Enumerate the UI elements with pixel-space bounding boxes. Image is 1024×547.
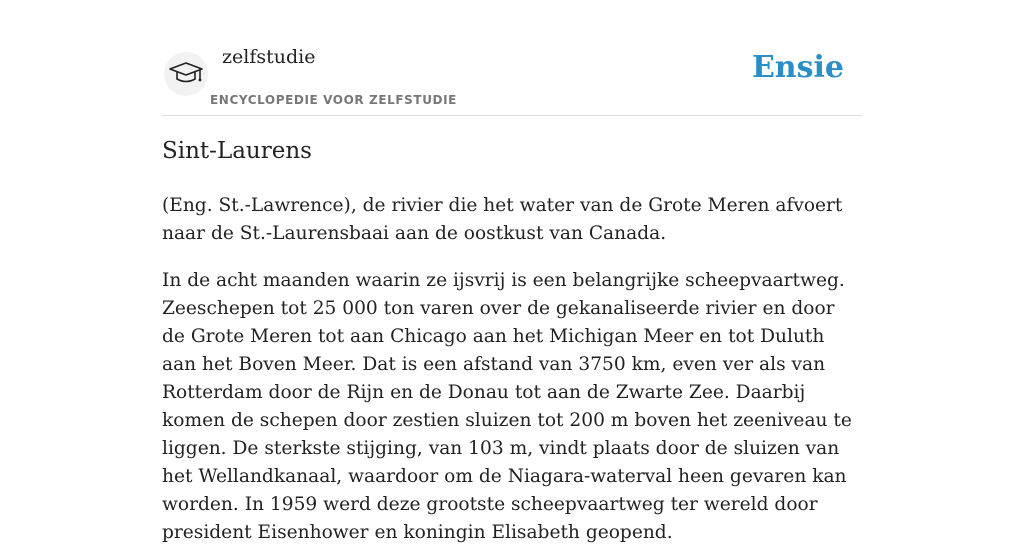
- article-paragraph-2: In de acht maanden waarin ze ijsvrij is een belangrijke scheepvaartweg. Zeeschepen tot 25 000 ton varen over de gekanaliseerde rivier en door de Grote Meren tot aan Chicago aan het Michigan Meer en tot Duluth aan het Boven Meer. Dat is een afstand van 3750 km, even ver als van Rotterdam door de Rijn en de Donau tot aan de Zwarte Zee. Daarbij komen de schepen door zestien sluizen tot 200 m boven het zeeniveau te liggen. De sterkste stijging, van 103 m, vindt plaats door de sluizen van het Wellandkanaal, waardoor om de Niagara-waterval heen gevaren kan worden. In 1959 werd deze grootste scheepvaartweg ter wereld door president Eisenhower en koningin Elisabeth geopend.: [162, 270, 852, 543]
- brand-logo-link[interactable]: Ensie: [751, 50, 844, 85]
- graduation-cap-icon-graphic: [168, 60, 204, 88]
- site-name-link[interactable]: zelfstudie: [222, 46, 316, 68]
- article-title: Sint-Laurens: [162, 138, 312, 164]
- article-paragraph-1: (Eng. St.-Lawrence), de rivier die het water van de Grote Meren afvoert naar de St.-Laurensbaai aan de oostkust van Canada.: [162, 195, 843, 244]
- graduation-cap-icon[interactable]: [164, 52, 208, 96]
- site-subtitle: ENCYCLOPEDIE VOOR ZELFSTUDIE: [210, 93, 457, 107]
- site-header: [162, 36, 862, 116]
